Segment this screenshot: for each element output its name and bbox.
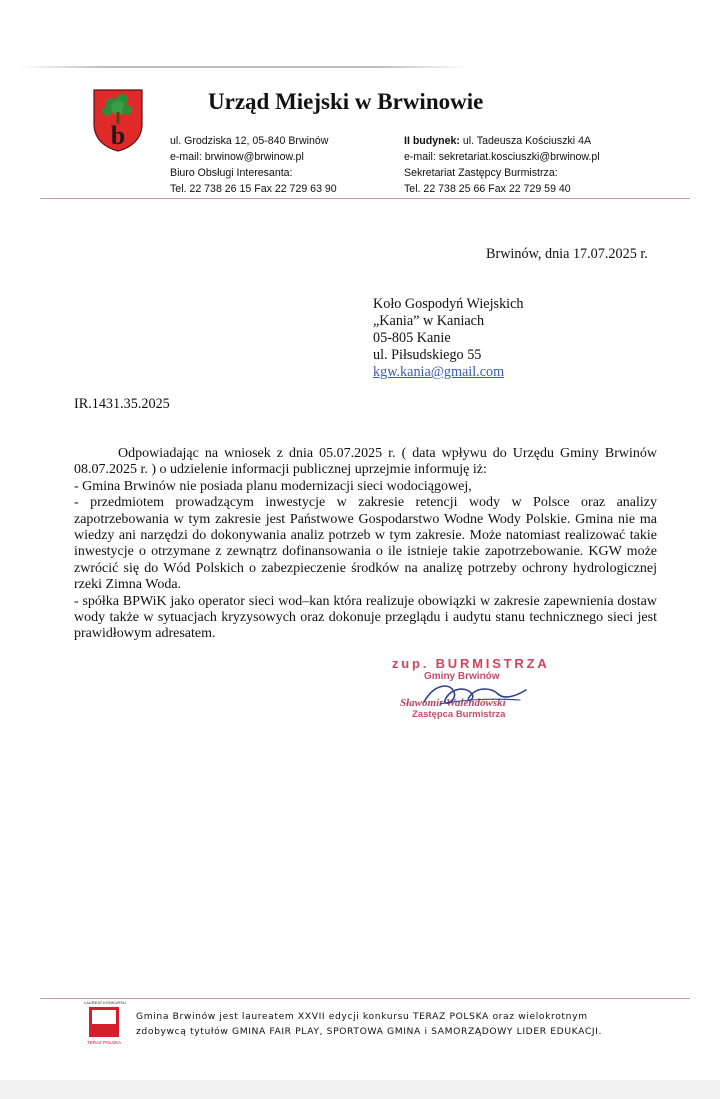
office-title: Urząd Miejski w Brwinowie — [208, 89, 484, 114]
body-point: - spółka BPWiK jako operator sieci wod–kan która realizuje obowiązki w zakresie zapewnienia dostaw wody także w sytuacjach kryzysowych oraz dokonuje przeglądu i audytu stanu technicznego sieci jest prawidłowym adresatem. — [74, 593, 657, 642]
logo-label: TERAZ POLSKA — [86, 1040, 121, 1045]
coat-of-arms-icon — [92, 88, 144, 152]
address-line: Biuro Obsługi Interesanta: — [170, 167, 293, 179]
body-point: - Gmina Brwinów nie posiada planu modernizacji sieci wodociągowej, — [74, 478, 472, 494]
main-office-address — [170, 133, 337, 197]
case-reference: IR.1431.35.2025 — [74, 396, 170, 412]
logo-caption: LAUREAT KONKURSU — [84, 1000, 126, 1005]
stamp-role: Zastępca Burmistrza — [412, 709, 506, 720]
address-line: ul. Grodziska 12, 05-840 Brwinów — [170, 135, 329, 147]
footer-line: Gmina Brwinów jest laureatem XXVII edycji konkursu TERAZ POLSKA oraz wielokrotnym — [136, 1011, 588, 1022]
recipient-line: ul. Piłsudskiego 55 — [373, 347, 482, 363]
recipient-block — [373, 296, 524, 381]
second-building-address — [404, 133, 600, 197]
handwritten-signature — [420, 678, 530, 716]
second-building-label: II budynek: — [404, 135, 460, 147]
footer-divider — [40, 998, 690, 999]
teraz-polska-icon — [89, 1007, 119, 1037]
stamp-title: zup. BURMISTRZA — [392, 656, 550, 671]
letter-date: Brwinów, dnia 17.07.2025 r. — [486, 246, 648, 262]
body-intro: Odpowiadając na wniosek z dnia 05.07.2025 r. ( data wpływu do Urzędu Gminy Brwinów 08.07.2025 r. ) o udzielenie informacji publicznej uprzejmie informuję iż: — [74, 446, 657, 478]
top-decorative-line — [18, 66, 468, 68]
stamp-name: Sławomir Walendowski — [400, 697, 506, 709]
address-line: Sekretariat Zastępcy Burmistrza: — [404, 167, 558, 179]
letter-body — [74, 446, 657, 643]
footer-line: zdobywcą tytułów GMINA FAIR PLAY, SPORTOWA GMINA i SAMORZĄDOWY LIDER EDUKACJI. — [136, 1026, 603, 1037]
address-email: e-mail: sekretariat.kosciuszki@brwinow.pl — [404, 151, 600, 163]
body-point: - przedmiotem prowadzącym inwestycje w zakresie retencji wody w Polsce oraz analizy zapotrzebowania w tym zakresie jest Państwowe Gospodarstwo Wodne Wody Polskie. Gmina nie ma wiedzy ani narzędzi do dokonywania analiz potrzeb w tym zakresie. Może natomiast realizować takie inwestycje o otrzymane z zewnątrz dofinansowania o ile istnieje takie zapotrzebowanie. KGW może zwrócić się do Wód Polskich o zabezpieczenie środków na analizę potrzeby ochrony hydrologicznej rzeki Zimna Woda. — [74, 495, 657, 593]
svg-text:b: b — [110, 121, 126, 150]
recipient-line: Koło Gospodyń Wiejskich — [373, 296, 524, 312]
recipient-email-link[interactable]: kgw.kania@gmail.com — [373, 364, 505, 380]
recipient-line: 05-805 Kanie — [373, 330, 451, 346]
teraz-polska-logo — [84, 1000, 124, 1048]
stamp-subtitle: Gminy Brwinów — [424, 671, 500, 682]
page-bottom-band — [0, 1080, 720, 1099]
address-line — [404, 133, 600, 149]
recipient-line: „Kania” w Kaniach — [373, 313, 485, 329]
address-email: e-mail: brwinow@brwinow.pl — [170, 151, 304, 163]
second-building-street: ul. Tadeusza Kościuszki 4A — [459, 135, 592, 147]
header-divider — [40, 198, 690, 199]
address-phone: Tel. 22 738 25 66 Fax 22 729 59 40 — [404, 183, 571, 195]
address-phone: Tel. 22 738 26 15 Fax 22 729 63 90 — [170, 183, 337, 195]
footer-note — [136, 1009, 602, 1039]
